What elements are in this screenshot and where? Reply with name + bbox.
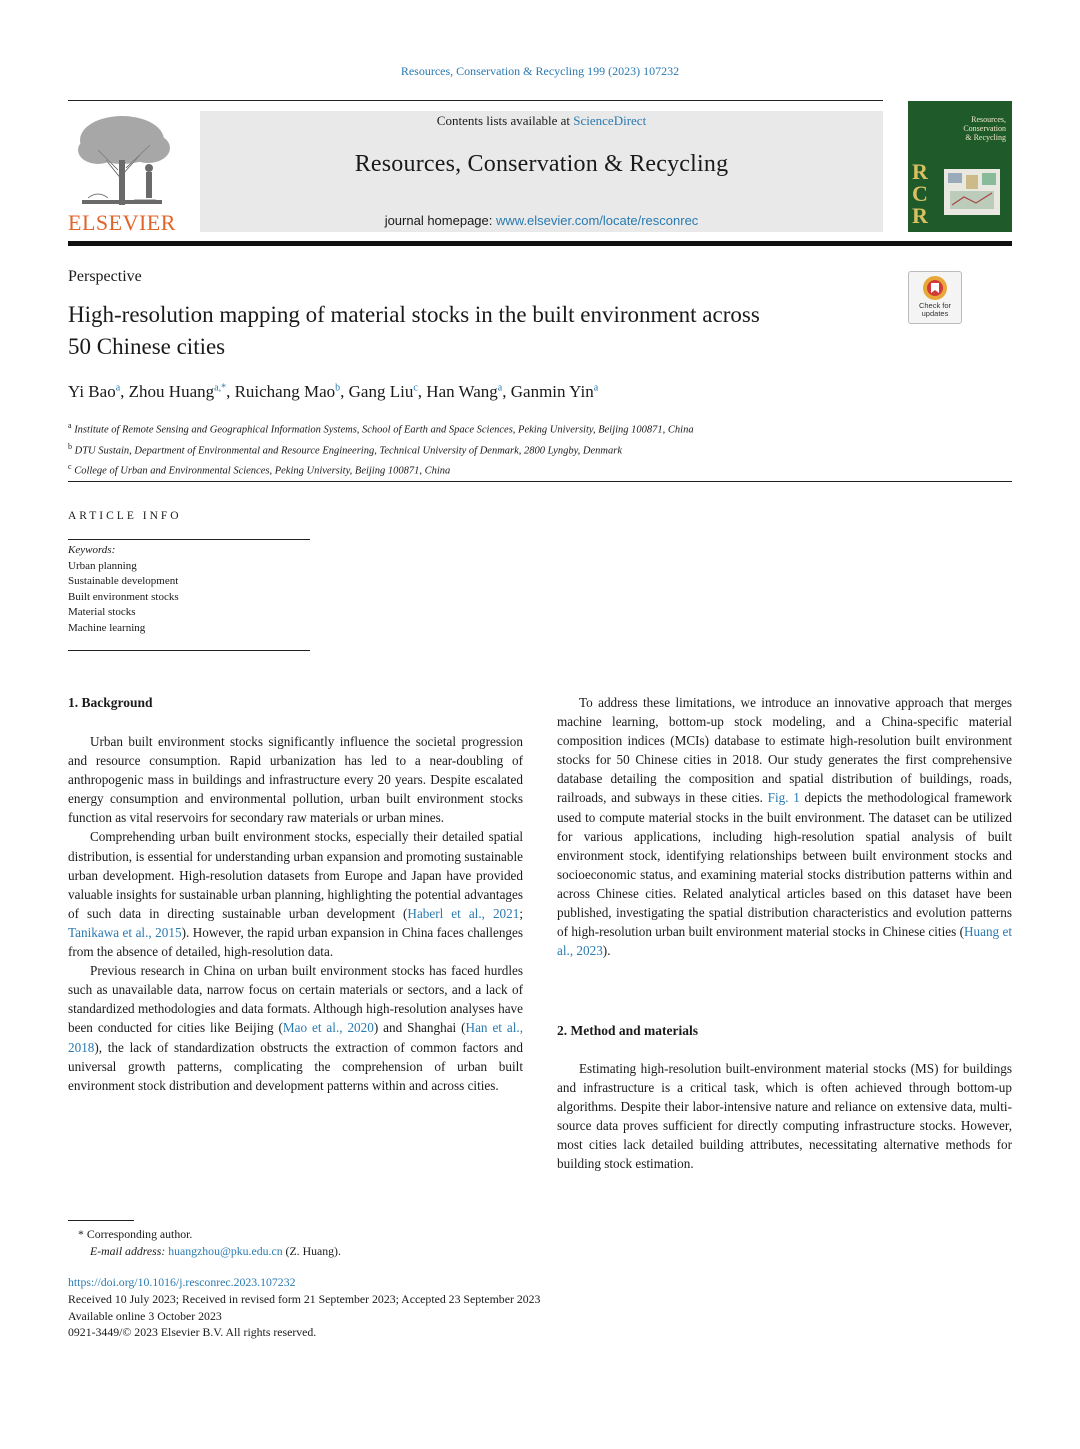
right-column-text-bottom bbox=[557, 1059, 1012, 1174]
update-badge-icon bbox=[922, 275, 948, 301]
paragraph: Urban built environment stocks significantly influence the societal progression and resource consumption. Rapid urbanization has led to a near-doubling of anthropogenic mass in buildings and infrastructure every 20 years. Despite escalated energy consumption and environmental pollution, urban built environment stocks function as vital reservoirs for secondary raw materials or urban mines. bbox=[68, 734, 523, 826]
sciencedirect-link[interactable]: ScienceDirect bbox=[573, 113, 647, 128]
check-updates-label: Check for updates bbox=[918, 301, 952, 318]
cover-letters: RCR bbox=[912, 159, 928, 228]
author-sup[interactable]: a bbox=[593, 382, 599, 394]
email-link[interactable]: huangzhou@pku.edu.cn bbox=[168, 1244, 283, 1258]
affiliations bbox=[68, 418, 1012, 480]
author-sup[interactable]: c bbox=[413, 382, 418, 394]
cover-graphic-icon bbox=[944, 169, 1000, 215]
paragraph: Comprehending urban built environment stocks, especially their detailed spatial distribution, is essential for understanding urban expansion and promoting sustainable urban development. High-resolution datasets from Europe and Japan have provided valuable insights for sustainable urban planning, highlighting the potential advantages of such data in directing sustainable urban development (Haberl et al., 2021; Tanikawa et al., 2015). However, the rapid urban expansion in China faces challenges from the absence of detailed, high-resolution data. bbox=[68, 829, 523, 960]
affiliation-item: $^c$ College of Urban and Environmental Sciences, Peking University, Beijing 100871, China bbox=[68, 462, 451, 477]
received-dates: Received 10 July 2023; Received in revised form 21 September 2023; Accepted 23 September 2023 bbox=[68, 1292, 541, 1306]
keywords-block bbox=[68, 543, 310, 637]
header-rule-top bbox=[68, 100, 883, 101]
publisher-name[interactable]: ELSEVIER bbox=[68, 210, 176, 235]
keyword-item: Built environment stocks bbox=[68, 590, 179, 603]
affiliations-rule bbox=[68, 481, 1012, 482]
header-rule-thick bbox=[68, 241, 1012, 246]
reference-link[interactable]: Tanikawa et al., 2015 bbox=[68, 924, 182, 940]
journal-masthead bbox=[200, 111, 883, 232]
elsevier-tree-icon bbox=[68, 110, 176, 210]
author-name[interactable]: Han Wang bbox=[426, 382, 498, 401]
figure-link[interactable]: Fig. 1 bbox=[767, 790, 800, 806]
cover-figure bbox=[944, 169, 1000, 215]
paragraph: Estimating high-resolution built-environment material stocks (MS) for buildings and infrastructure is a critical task, which is often achieved through bottom-up algorithms. Despite their labor-intensive nature and reliance on extensive data, multi-source data proves sufficient for directly computing infrastructure stocks. However, most cities lack detailed building attributes, necessitating alternative methods for building stock estimation. bbox=[557, 1061, 1012, 1172]
author-sup[interactable]: a bbox=[115, 382, 121, 394]
article-info-label: ARTICLE INFO bbox=[68, 510, 182, 522]
author-name[interactable]: Ruichang Mao bbox=[234, 382, 336, 401]
article-title: High-resolution mapping of material stocks in the built environment across 50 Chinese cities bbox=[68, 302, 760, 359]
left-column-text bbox=[68, 732, 523, 1095]
corresponding-note: * Corresponding author. bbox=[78, 1227, 193, 1241]
journal-homepage: journal homepage: www.elsevier.com/locate/resconrec bbox=[384, 213, 699, 228]
reference-link[interactable]: Haberl et al., 2021 bbox=[407, 905, 520, 921]
affiliation-item: $^a$ Institute of Remote Sensing and Geographical Information Systems, School of Earth and Space Sciences, Peking University, Beijing 100871, China bbox=[68, 421, 694, 436]
article-info-rule-top bbox=[68, 539, 310, 540]
author-name[interactable]: Gang Liu bbox=[348, 382, 414, 401]
available-online: Available online 3 October 2023 bbox=[68, 1309, 222, 1323]
email-note: E-mail address: huangzhou@pku.edu.cn (Z. Huang). bbox=[90, 1244, 341, 1258]
journal-title[interactable]: Resources, Conservation & Recycling bbox=[354, 151, 729, 177]
elsevier-logo bbox=[68, 110, 176, 236]
article-info-rule-bottom bbox=[68, 650, 310, 651]
author-sup[interactable]: a bbox=[497, 382, 503, 394]
author-name[interactable]: Yi Bao bbox=[68, 382, 116, 401]
keywords-label: Keywords: bbox=[68, 544, 116, 556]
check-for-updates-button[interactable] bbox=[908, 271, 962, 324]
author-sup[interactable]: b bbox=[335, 382, 341, 394]
reference-link[interactable]: Mao et al., 2020 bbox=[282, 1020, 374, 1036]
journal-cover[interactable] bbox=[908, 101, 1012, 232]
section-heading-background: 1. Background bbox=[68, 695, 153, 710]
keyword-item: Machine learning bbox=[68, 621, 146, 634]
reference-link[interactable]: Han et al., 2018 bbox=[68, 1020, 524, 1055]
article-type: Perspective bbox=[68, 268, 142, 285]
copyright: 0921-3449/© 2023 Elsevier B.V. All rights reserved. bbox=[68, 1325, 317, 1339]
right-column-text-top bbox=[557, 693, 1012, 960]
footnote-rule bbox=[68, 1220, 134, 1221]
author-name[interactable]: Zhou Huang bbox=[128, 382, 215, 401]
reference-link[interactable]: Huang et al., 2023 bbox=[557, 924, 1012, 959]
author-name[interactable]: Ganmin Yin bbox=[510, 382, 594, 401]
author-list: Yi Bao$^a$, Zhou Huang$^{a,*}$, Ruichang Mao$^b$, Gang Liu$^c$, Han Wang$^a$, Ganmin Yin$^a$ bbox=[68, 382, 599, 401]
author-sup[interactable]: a,* bbox=[214, 382, 227, 394]
keyword-item: Material stocks bbox=[68, 606, 136, 619]
keyword-item: Sustainable development bbox=[68, 575, 179, 588]
paragraph: Previous research in China on urban built environment stocks has faced hurdles such as unavailable data, narrow focus on certain materials or sectors, and a lack of standardized methodologies and data formats. Although high-resolution analyses have been conducted for cities like Beijing (Mao et al., 2020) and Shanghai (Han et al., 2018), the lack of standardization obstructs the extraction of common factors and universal growth patterns, complicating the comprehension of urban built environment stock distribution and development patterns within and across cities. bbox=[68, 963, 524, 1093]
cover-title: Resources, Conservation & Recycling bbox=[963, 115, 1006, 142]
keyword-item: Urban planning bbox=[68, 559, 137, 572]
doi-link[interactable]: https://doi.org/10.1016/j.resconrec.2023.107232 bbox=[68, 1275, 296, 1289]
homepage-link[interactable]: www.elsevier.com/locate/resconrec bbox=[496, 213, 699, 228]
section-heading-methods: 2. Method and materials bbox=[557, 1023, 698, 1038]
journal-citation[interactable]: Resources, Conservation & Recycling 199 (2023) 107232 bbox=[400, 64, 680, 78]
paragraph: To address these limitations, we introduce an innovative approach that merges machine learning, bottom-up stock modeling, and a China-specific material composition indices (MCIs) database to estimate high-resolution built environment stocks for 50 Chinese cities in 2018. Our study generates the first comprehensive database detailing the composition and spatial distribution of buildings, roads, railroads, and subways in these cities. Fig. 1 depicts the methodological framework used to compute material stocks in the built environment. The dataset can be utilized for various applications, including high-resolution spatial analysis of built environment stock, identifying relationships between built environment stocks and socioeconomic status, and examining material stocks distribution patterns within and across Chinese cities. Related analytical articles based on this dataset have been published, investigating the spatial distribution characteristics and evolution patterns of high-resolution urban built environment material stocks in Chinese cities (Huang et al., 2023). bbox=[557, 695, 1013, 959]
contents-line: Contents lists available at ScienceDirect bbox=[436, 113, 647, 128]
affiliation-item: $^b$ DTU Sustain, Department of Environmental and Resource Engineering, Technical University of Denmark, 2800 Lyngby, Denmark bbox=[68, 441, 622, 456]
